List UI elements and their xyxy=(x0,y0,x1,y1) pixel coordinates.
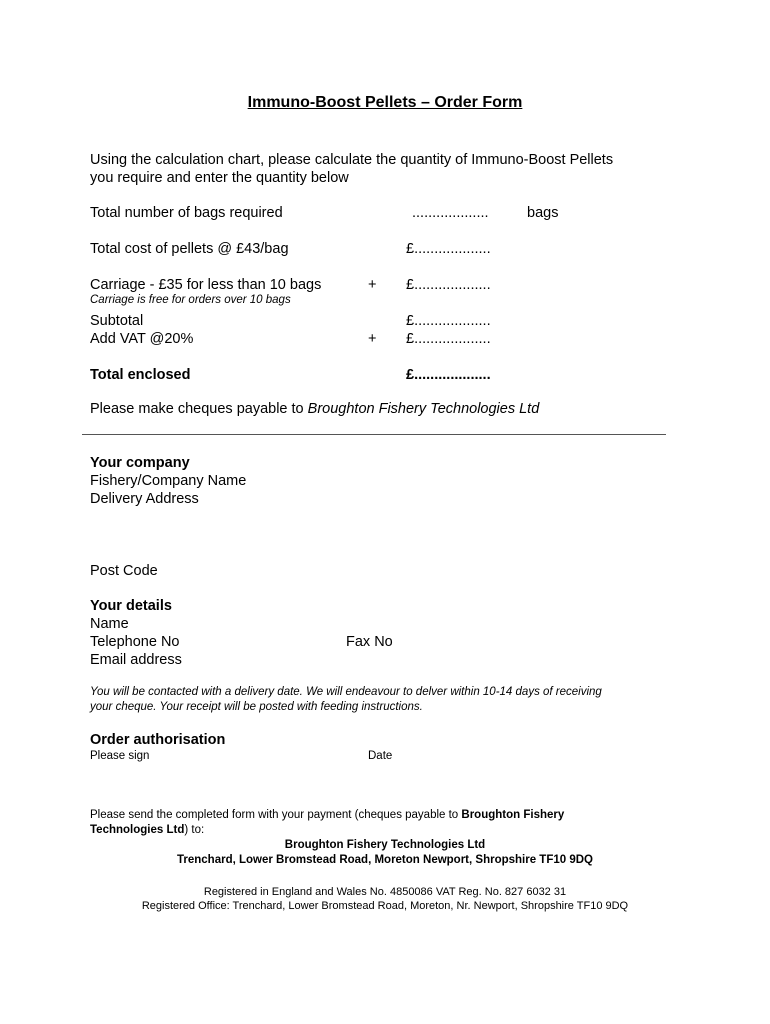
intro-line-2: you require and enter the quantity below xyxy=(90,170,349,186)
send-payee-part-2: Technologies Ltd xyxy=(90,824,185,836)
cheques-prefix: Please make cheques payable to xyxy=(90,401,308,417)
send-prefix: Please send the completed form with your payment (cheques payable to xyxy=(90,809,462,821)
send-line-2 xyxy=(90,823,204,838)
sign-label: Please sign xyxy=(90,750,150,762)
post-code-label: Post Code xyxy=(90,563,158,579)
send-address: Trenchard, Lower Bromstead Road, Moreton Newport, Shropshire TF10 9DQ xyxy=(177,854,593,866)
total-field[interactable]: £................... xyxy=(406,367,491,383)
name-label: Name xyxy=(90,616,129,632)
carriage-label: Carriage - £35 for less than 10 bags xyxy=(90,277,322,293)
fax-label: Fax No xyxy=(346,634,393,650)
company-name-label: Fishery/Company Name xyxy=(90,473,247,489)
page-title: Immuno-Boost Pellets – Order Form xyxy=(247,94,523,111)
vat-field[interactable]: £................... xyxy=(406,331,491,347)
footer-line-2: Registered Office: Trenchard, Lower Bromstead Road, Moreton, Nr. Newport, Shropshire TF10 9DQ xyxy=(141,900,629,912)
telephone-label: Telephone No xyxy=(90,634,180,650)
cost-field[interactable]: £................... xyxy=(406,241,491,257)
cost-label: Total cost of pellets @ £43/bag xyxy=(90,241,289,257)
vat-plus: + xyxy=(368,331,377,347)
subtotal-field[interactable]: £................... xyxy=(406,313,491,329)
send-company: Broughton Fishery Technologies Ltd xyxy=(284,839,486,851)
cheques-line xyxy=(90,400,539,418)
carriage-plus: + xyxy=(368,277,377,293)
bags-field[interactable]: ................... xyxy=(412,205,489,221)
authorisation-heading: Order authorisation xyxy=(90,732,226,748)
send-payee-part-1: Broughton Fishery xyxy=(461,809,565,821)
intro-line-1: Using the calculation chart, please calculate the quantity of Immuno-Boost Pellets xyxy=(90,152,614,168)
total-label: Total enclosed xyxy=(90,367,191,383)
email-label: Email address xyxy=(90,652,182,668)
carriage-field[interactable]: £................... xyxy=(406,277,491,293)
company-heading: Your company xyxy=(90,455,190,471)
carriage-note: Carriage is free for orders over 10 bags xyxy=(90,294,291,306)
footer-line-1: Registered in England and Wales No. 4850086 VAT Reg. No. 827 6032 31 xyxy=(203,886,567,898)
delivery-note-line-1: You will be contacted with a delivery date. We will endeavour to delver within 10-14 days of receiving xyxy=(90,686,602,698)
bags-unit: bags xyxy=(527,205,559,221)
details-heading: Your details xyxy=(90,598,172,614)
subtotal-label: Subtotal xyxy=(90,313,144,329)
section-divider xyxy=(82,434,666,435)
send-line-1 xyxy=(90,808,564,823)
send-suffix: ) to: xyxy=(184,824,205,836)
vat-label: Add VAT @20% xyxy=(90,331,194,347)
delivery-address-label: Delivery Address xyxy=(90,491,199,507)
date-label: Date xyxy=(368,750,393,762)
cheques-payee: Broughton Fishery Technologies Ltd xyxy=(307,401,540,417)
bags-label: Total number of bags required xyxy=(90,205,283,221)
delivery-note-line-2: your cheque. Your receipt will be posted with feeding instructions. xyxy=(90,701,423,713)
